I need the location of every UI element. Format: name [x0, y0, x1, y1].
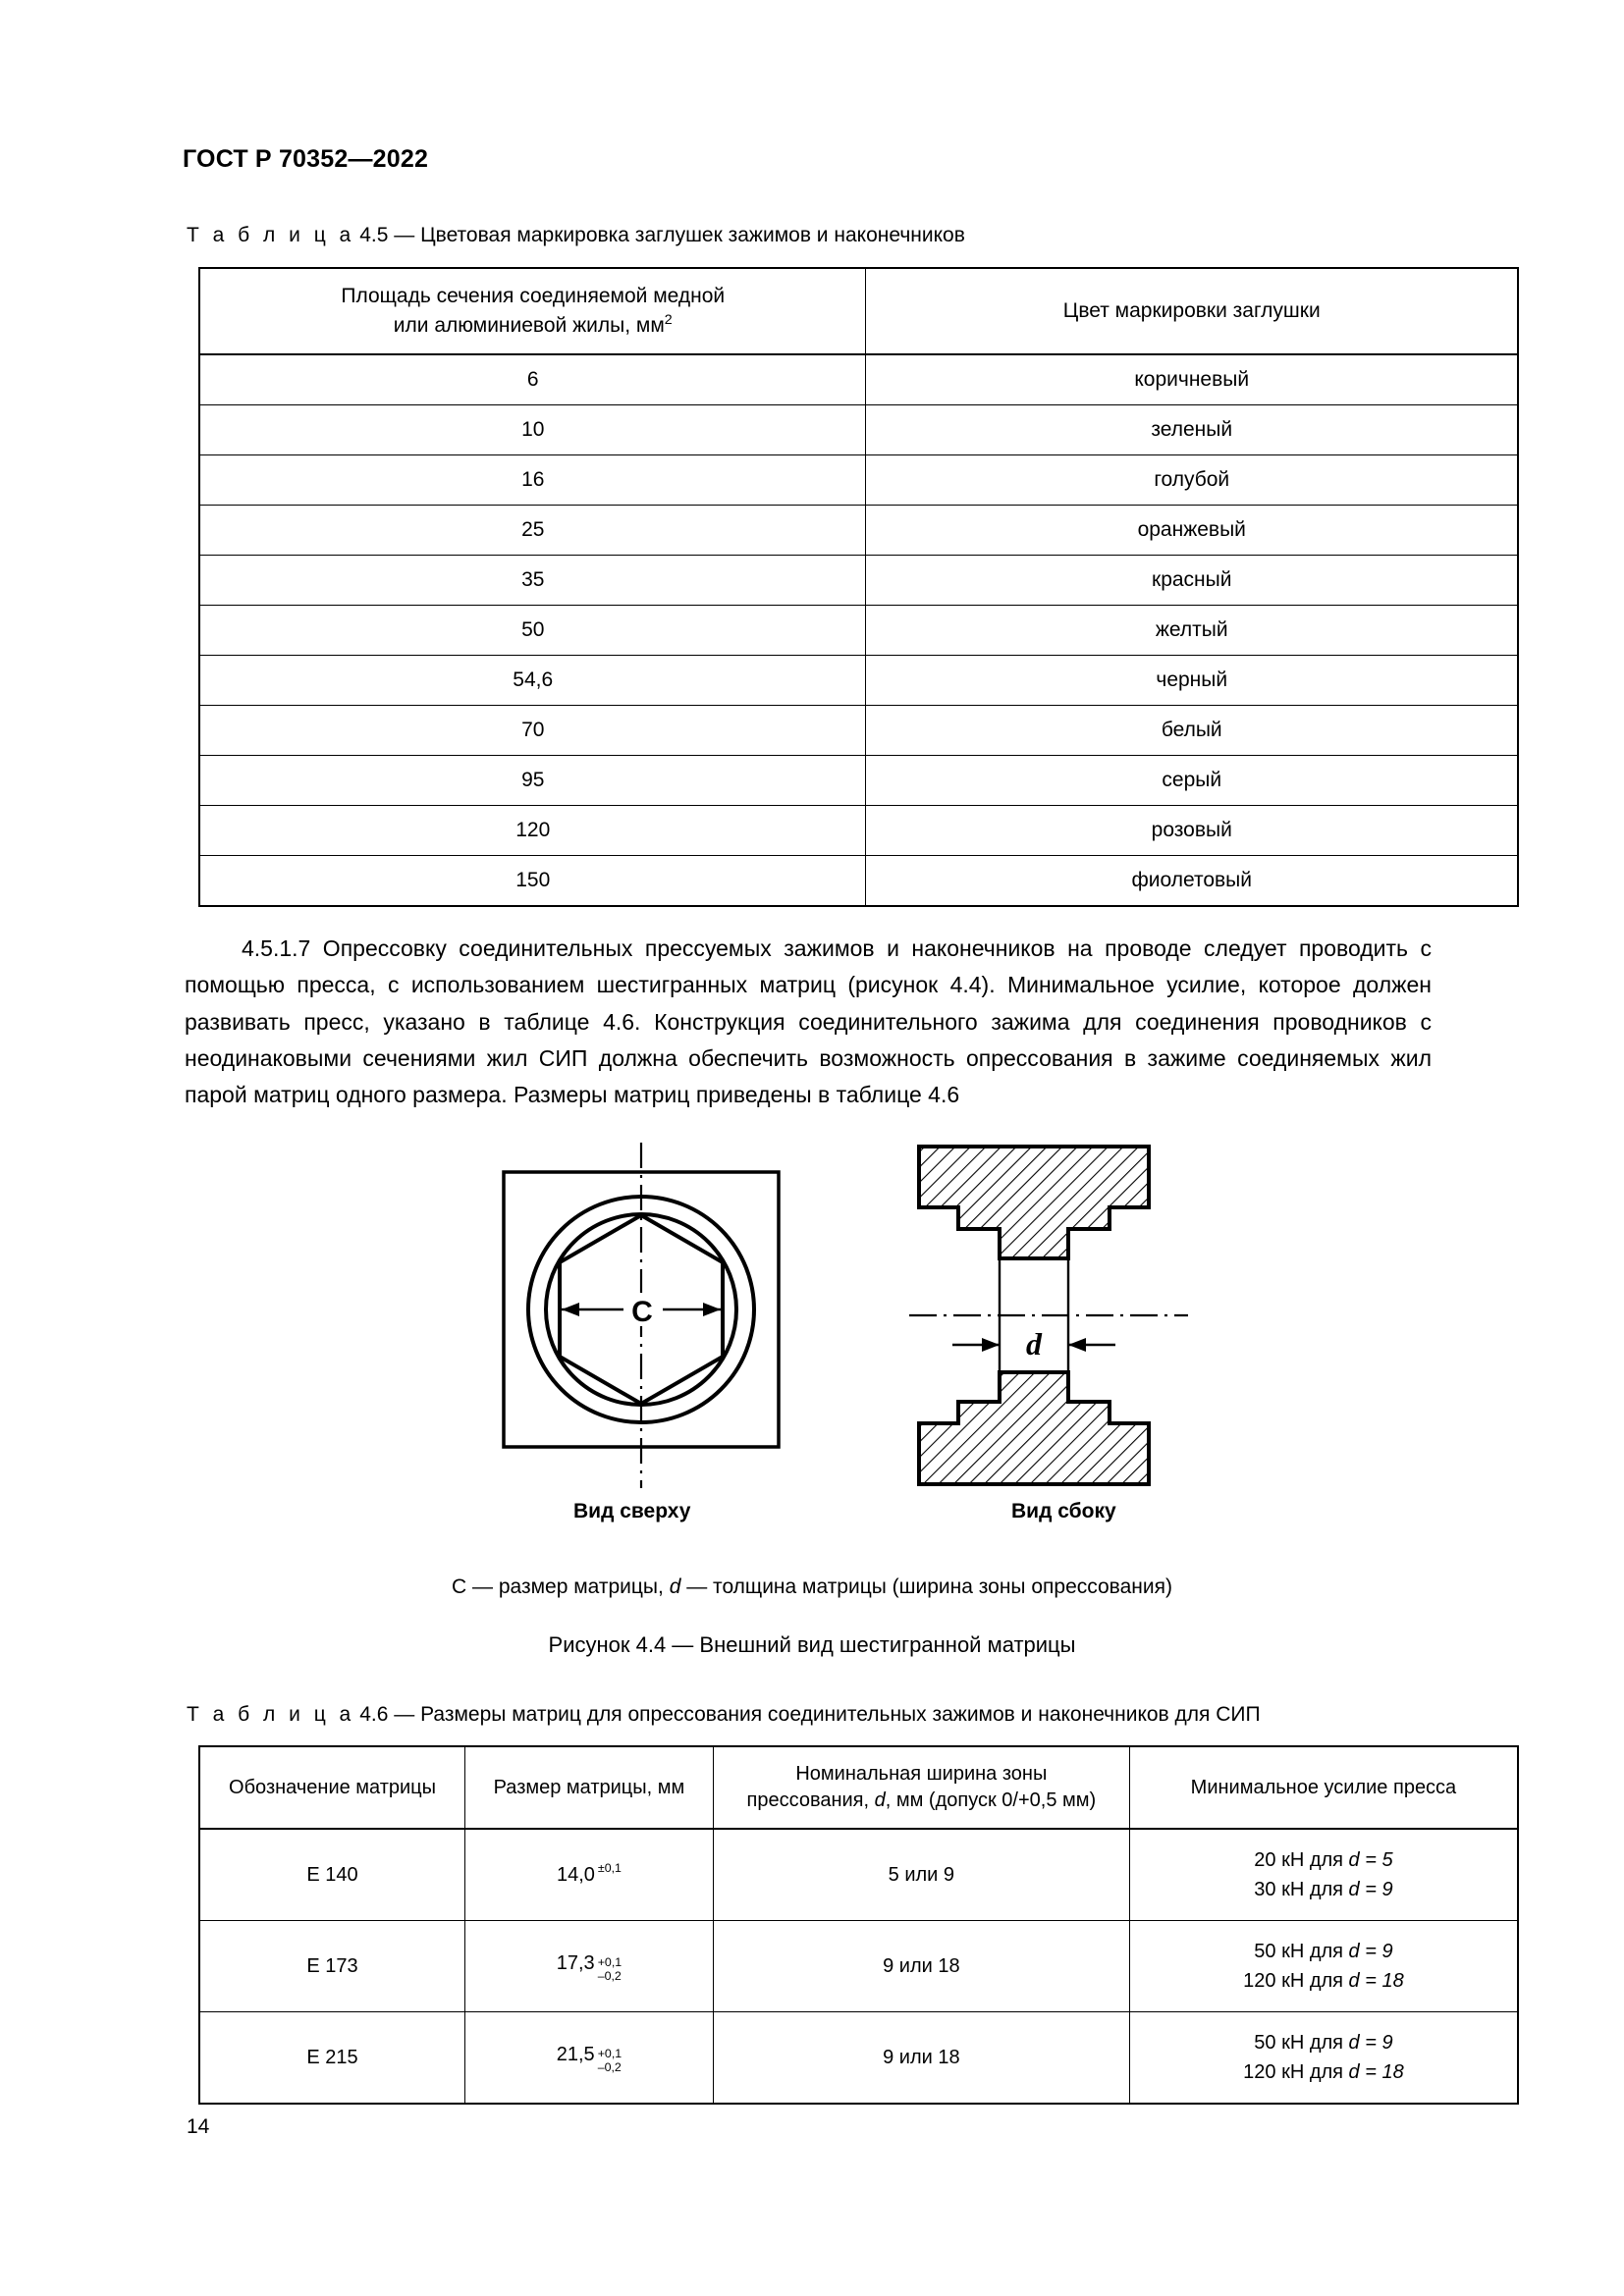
tolerance-upper: +0,1: [597, 2046, 623, 2060]
cell-marking-color: фиолетовый: [866, 856, 1518, 907]
tolerance-lower: –0,2: [597, 1968, 622, 1983]
die-size-tolerance: [598, 2048, 622, 2075]
cell-marking-color: голубой: [866, 455, 1518, 506]
cell-section-area: 54,6: [199, 656, 866, 706]
table-row: [199, 405, 1518, 455]
force-line1-symbol-d: d: [1348, 1941, 1360, 1962]
cell-marking-color: зеленый: [866, 405, 1518, 455]
figure-legend-suffix: — толщина матрицы (ширина зоны опрессования): [680, 1575, 1172, 1598]
table-45-header-section: [199, 268, 866, 354]
table-46-caption: [187, 1703, 1261, 1727]
table-46-header-width-line2a: прессования,: [746, 1789, 875, 1811]
arrow-head-left-c: [562, 1303, 579, 1316]
cell-marking-color: желтый: [866, 606, 1518, 656]
cell-marking-color: розовый: [866, 806, 1518, 856]
force-line1-prefix: 50 кН для: [1254, 1941, 1349, 1962]
table-46-header-width-symbol-d: d: [874, 1789, 886, 1811]
table-46-caption-label: Т а б л и ц а: [187, 1703, 355, 1726]
cell-die-designation: E 173: [199, 1921, 465, 2012]
cell-section-area: 16: [199, 455, 866, 506]
force-line1-suffix: = 9: [1359, 2032, 1393, 2054]
die-size-tolerance: [598, 1862, 622, 1876]
table-row: [199, 455, 1518, 506]
clause-paragraph: 4.5.1.7 Опрессовку соединительных прессуемых зажимов и наконечников на проводе следует проводить с помощью пресса, с использованием шестигранных матриц (рисунок 4.4). Минимальное усилие, которое должен развивать пресс, указано в таблице 4.6. Конструкция соединительного зажима для соединения проводников с неодинаковыми сечениями жил СИП должна обеспечить возможность опрессования в зажиме соединяемых жил парой матриц одного размера. Размеры матриц приведены в таблице 4.6: [185, 935, 1432, 1107]
force-line2-suffix: = 18: [1359, 2061, 1404, 2083]
cell-pressing-width: 9 или 18: [713, 1921, 1129, 2012]
cell-minimum-press-force: [1129, 2012, 1518, 2105]
table-color-marking: [198, 267, 1519, 907]
table-row: [199, 506, 1518, 556]
table-row: [199, 1829, 1518, 1921]
cell-section-area: 10: [199, 405, 866, 455]
table-45-caption: [187, 224, 965, 247]
force-line1-symbol-d: d: [1348, 2032, 1360, 2054]
force-line2-prefix: 30 кН для: [1254, 1879, 1349, 1900]
cell-section-area: 70: [199, 706, 866, 756]
arrow-head-d-left: [982, 1338, 1000, 1352]
table-46-header-size: Размер матрицы, мм: [465, 1746, 714, 1829]
cell-pressing-width: 9 или 18: [713, 2012, 1129, 2105]
table-row: [199, 2012, 1518, 2105]
die-size-value: 14,0: [556, 1864, 595, 1886]
cell-minimum-press-force: [1129, 1829, 1518, 1921]
cell-marking-color: красный: [866, 556, 1518, 606]
tolerance-upper: ±0,1: [597, 1861, 622, 1876]
upper-die-block: [919, 1147, 1149, 1258]
cell-die-size: [465, 1829, 714, 1921]
die-size-value: 21,5: [556, 2044, 595, 2066]
table-row: [199, 706, 1518, 756]
arrow-head-right-c: [703, 1303, 721, 1316]
tolerance-lower: –0,2: [597, 2059, 622, 2074]
cell-die-designation: E 140: [199, 1829, 465, 1921]
cell-section-area: 120: [199, 806, 866, 856]
cell-marking-color: белый: [866, 706, 1518, 756]
table-46-header-row: [199, 1746, 1518, 1829]
force-line1-symbol-d: d: [1348, 1849, 1360, 1871]
lower-die-block: [919, 1372, 1149, 1484]
cell-die-size: [465, 2012, 714, 2105]
table-45-header-section-line2: или алюминиевой жилы, мм: [393, 313, 665, 337]
cell-section-area: 6: [199, 354, 866, 405]
die-size-tolerance: [598, 1956, 622, 1984]
cell-marking-color: коричневый: [866, 354, 1518, 405]
document-header: ГОСТ Р 70352—2022: [183, 145, 429, 173]
cell-pressing-width: 5 или 9: [713, 1829, 1129, 1921]
cell-marking-color: серый: [866, 756, 1518, 806]
arrow-head-d-right: [1068, 1338, 1086, 1352]
side-view-label: Вид сбоку: [1011, 1500, 1116, 1522]
page-number: 14: [187, 2115, 210, 2138]
figure-caption: Рисунок 4.4 — Внешний вид шестигранной матрицы: [548, 1632, 1076, 1657]
force-line2-suffix: = 18: [1359, 1970, 1404, 1992]
dimension-label-c: C: [631, 1296, 653, 1328]
table-row: [199, 656, 1518, 706]
cell-marking-color: черный: [866, 656, 1518, 706]
cell-die-size: [465, 1921, 714, 2012]
table-row: [199, 556, 1518, 606]
table-46-header-designation: Обозначение матрицы: [199, 1746, 465, 1829]
table-46-caption-text: — Размеры матриц для опрессования соединительных зажимов и наконечников для СИП: [394, 1703, 1261, 1726]
top-view-label: Вид сверху: [573, 1500, 691, 1522]
table-row: [199, 354, 1518, 405]
figure-legend: [0, 1575, 1624, 1599]
cell-section-area: 50: [199, 606, 866, 656]
table-row: [199, 806, 1518, 856]
table-45-header-section-line1: Площадь сечения соединяемой медной: [341, 285, 726, 308]
force-line2-prefix: 120 кН для: [1243, 2061, 1349, 2083]
figure-legend-prefix: C — размер матрицы,: [452, 1575, 670, 1598]
table-46-caption-number: 4.6: [359, 1703, 389, 1726]
table-46-header-width: [713, 1746, 1129, 1829]
force-line2-symbol-d: d: [1348, 1879, 1360, 1900]
force-line2-symbol-d: d: [1348, 2061, 1360, 2083]
force-line1-prefix: 20 кН для: [1254, 1849, 1349, 1871]
force-line2-prefix: 120 кН для: [1243, 1970, 1349, 1992]
table-row: [199, 1921, 1518, 2012]
table-row: [199, 606, 1518, 656]
table-45-caption-text: — Цветовая маркировка заглушек зажимов и наконечников: [394, 224, 965, 246]
cell-marking-color: оранжевый: [866, 506, 1518, 556]
hex-die-side-view-drawing: [901, 1139, 1196, 1492]
cell-section-area: 25: [199, 506, 866, 556]
force-line1-suffix: = 5: [1359, 1849, 1393, 1871]
cell-section-area: 150: [199, 856, 866, 907]
hex-die-top-view-drawing: [479, 1139, 803, 1492]
table-46-header-width-line2b: , мм (допуск 0/+0,5 мм): [885, 1789, 1097, 1811]
table-45-header-row: [199, 268, 1518, 354]
tolerance-upper: +0,1: [597, 1954, 623, 1969]
figure-44: [185, 1129, 1432, 1551]
cell-minimum-press-force: [1129, 1921, 1518, 2012]
table-row: [199, 856, 1518, 907]
table-die-dimensions: [198, 1745, 1519, 2105]
dimension-label-d: d: [1026, 1326, 1042, 1362]
table-46-header-width-line1: Номинальная ширина зоны: [795, 1763, 1048, 1785]
table-45-caption-number: 4.5: [359, 224, 389, 246]
table-45-header-section-superscript: 2: [664, 311, 673, 328]
table-row: [199, 756, 1518, 806]
force-line1-suffix: = 9: [1359, 1941, 1393, 1962]
figure-legend-symbol-d: d: [669, 1575, 681, 1598]
table-45-header-color: Цвет маркировки заглушки: [866, 268, 1518, 354]
table-46-header-force: Минимальное усилие пресса: [1129, 1746, 1518, 1829]
cell-die-designation: E 215: [199, 2012, 465, 2105]
force-line2-symbol-d: d: [1348, 1970, 1360, 1992]
force-line2-suffix: = 9: [1359, 1879, 1393, 1900]
table-45-caption-label: Т а б л и ц а: [187, 224, 355, 246]
cell-section-area: 95: [199, 756, 866, 806]
force-line1-prefix: 50 кН для: [1254, 2032, 1349, 2054]
cell-section-area: 35: [199, 556, 866, 606]
die-size-value: 17,3: [556, 1952, 595, 1975]
